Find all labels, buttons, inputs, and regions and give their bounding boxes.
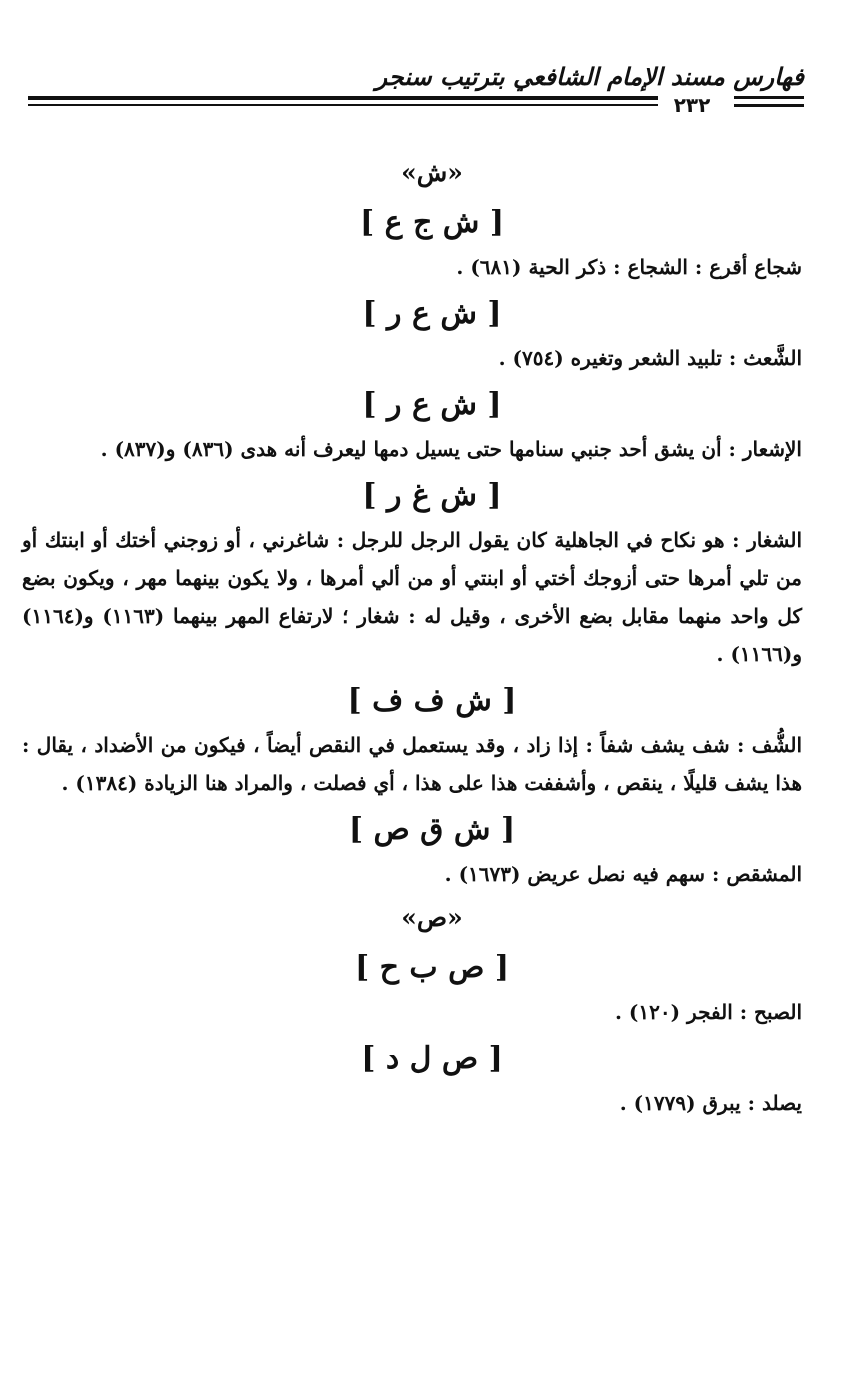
index-entry: الشُّف : شف يشف شفاً : إذا زاد ، وقد يستعمل في النقص أيضاً ، فيكون من الأضداد ، يقال : هذا يشف قليلًا ، ينقص ، وأشففت هذا على هذا ، أي فصلت ، والمراد هنا الزيادة (١٣٨٤) . bbox=[22, 733, 802, 795]
header-rule-thick bbox=[28, 96, 658, 100]
index-entry: الإشعار : أن يشق أحد جنبي سنامها حتى يسيل دمها ليعرف أنه هدى (٨٣٦) و(٨٣٧) . bbox=[100, 437, 802, 461]
index-content bbox=[22, 150, 802, 1132]
root-heading: [ ش ق ص ] bbox=[348, 812, 516, 847]
root-heading: [ ص ل د ] bbox=[361, 1041, 503, 1076]
root-heading: [ ش ف ف ] bbox=[347, 683, 517, 718]
running-header-title: فهارس مسند الإمام الشافعي بترتيب سنجر bbox=[375, 62, 804, 91]
letter-heading: «ش» bbox=[401, 158, 463, 187]
header-rule-right-bottom bbox=[734, 104, 804, 107]
index-entry: المشقص : سهم فيه نصل عريض (١٦٧٣) . bbox=[444, 862, 802, 886]
root-heading: [ ش ع ر ] bbox=[362, 387, 502, 422]
root-heading: [ ش ع ر ] bbox=[362, 296, 502, 331]
header-rule-right-top bbox=[734, 96, 804, 99]
letter-heading: «ص» bbox=[401, 903, 463, 932]
index-entry: الشَّعث : تلبيد الشعر وتغيره (٧٥٤) . bbox=[498, 346, 802, 370]
root-heading: [ ص ب ح ] bbox=[354, 950, 510, 985]
index-entry: شجاع أقرع : الشجاع : ذكر الحية (٦٨١) . bbox=[456, 255, 802, 279]
header-rule-thin bbox=[28, 104, 658, 106]
page-number: ٢٣٢ bbox=[673, 93, 711, 117]
root-heading: [ ش ج ع ] bbox=[359, 205, 505, 240]
index-entry: الشغار : هو نكاح في الجاهلية كان يقول الرجل للرجل : شاغرني ، أو زوجني أختك أو ابنتك أو من تلي أمرها حتى أزوجك أختي أو ابنتي أو من ألي أمرها ، ولا يكون بينهما مهر ، ويكون بضع كل واحد منهما مقابل بضع الأخرى ، وقيل له : شغار ؛ لارتفاع المهر بينهما (١١٦٣) و(١١٦٤) و(١١٦٦) . bbox=[22, 528, 802, 666]
index-entry: الصبح : الفجر (١٢٠) . bbox=[614, 1000, 802, 1024]
index-entry: يصلد : يبرق (١٧٧٩) . bbox=[619, 1091, 802, 1115]
root-heading: [ ش غ ر ] bbox=[362, 478, 502, 513]
